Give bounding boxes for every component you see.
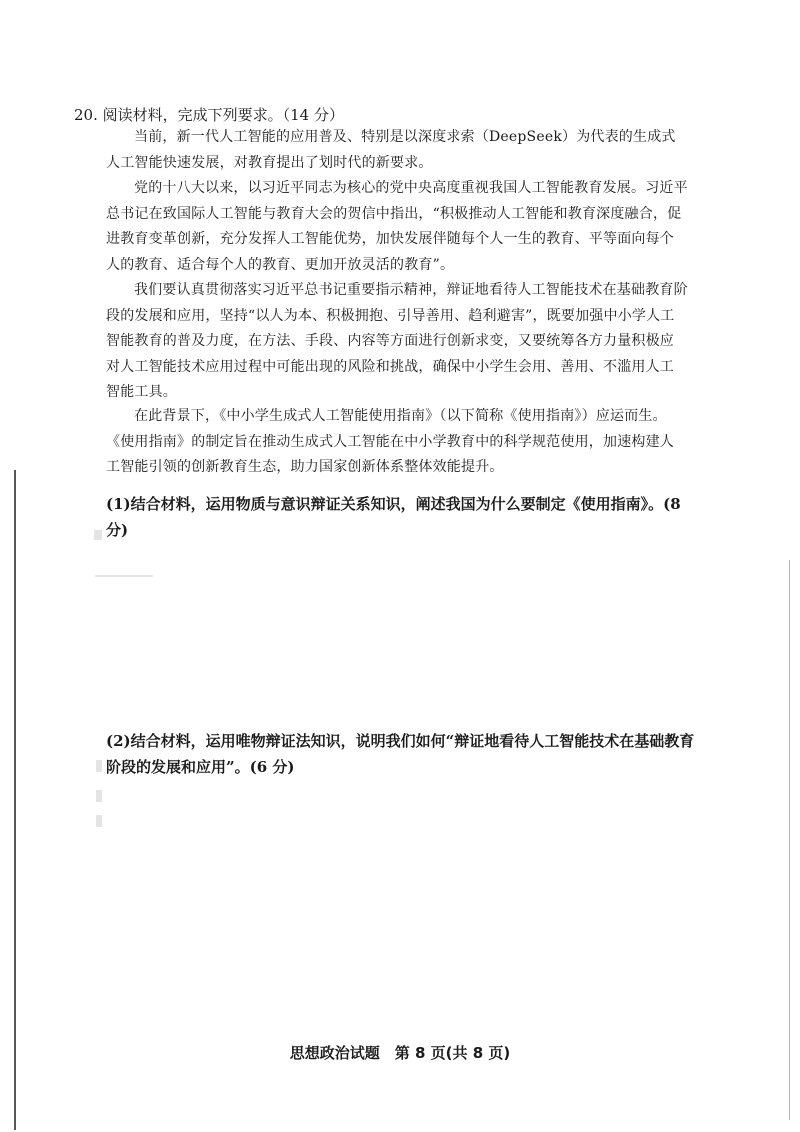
sub-question-2: (2)结合材料，运用唯物辩证法知识，说明我们如何“辩证地看待人工智能技术在基础教育阶段的发展和应用”。(6 分) <box>106 732 695 776</box>
scan-border-line <box>789 560 790 1120</box>
page-footer: 思想政治试题 第 8 页(共 8 页) <box>289 1044 511 1062</box>
material-paragraph: 党的十八大以来，以习近平同志为核心的党中央高度重视我国人工智能教育发展。习近平总书记在致国际人工智能与教育大会的贺信中指出，“积极推动人工智能和教育深度融合，促进教育变革创新，充分发挥人工智能优势，加快发展伴随每个人一生的教育、平等面向每个人的教育、适合每个人的教育、更加开放灵活的教育”。 <box>106 180 688 273</box>
material-paragraph: 在此背景下，《中小学生成式人工智能使用指南》（以下简称《使用指南》）应运而生。《使用指南》的制定旨在推动生成式人工智能在中小学教育中的科学规范使用，加速构建人工智能引领的创新教育生态，助力国家创新体系整体效能提升。 <box>106 408 674 475</box>
scan-border-line <box>14 470 16 1130</box>
scan-smudge <box>96 760 102 772</box>
scan-smudge <box>95 575 153 577</box>
scan-smudge <box>94 530 102 540</box>
material-paragraph: 我们要认真贯彻落实习近平总书记重要指示精神，辩证地看待人工智能技术在基础教育阶段的发展和应用，坚持“以人为本、积极拥抱、引导善用、趋利避害”，既要加强中小学人工智能教育的普及力度，在方法、手段、内容等方面进行创新求变，又要统筹各方力量积极应对人工智能技术应用过程中可能出现的风险和挑战，确保中小学生会用、善用、不滥用人工智能工具。 <box>106 282 688 400</box>
scan-smudge <box>96 790 102 802</box>
sub-question-1: (1)结合材料，运用物质与意识辩证关系知识，阐述我国为什么要制定《使用指南》。(8 分) <box>106 495 681 539</box>
material-paragraph: 当前，新一代人工智能的应用普及、特别是以深度求索（DeepSeek）为代表的生成式人工智能快速发展，对教育提出了划时代的新要求。 <box>106 129 676 171</box>
scan-smudge <box>96 815 102 827</box>
question-header: 20. 阅读材料，完成下列要求。（14 分） <box>74 106 344 124</box>
